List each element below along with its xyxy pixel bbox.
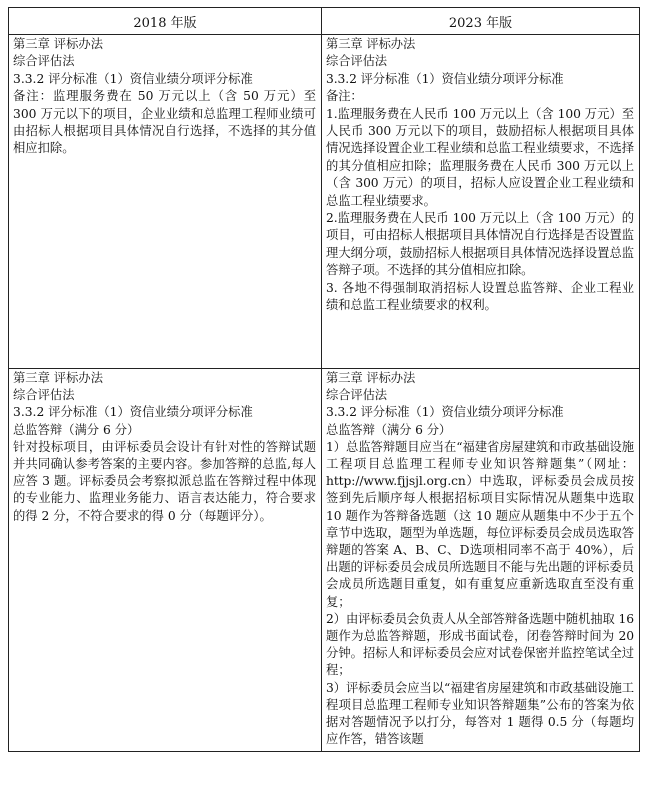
remark-item-1: 1.监理服务费在人民币 100 万元以上（含 100 万元）至人民币 300 万元以下的项目，鼓励招标人根据项目具体情况选择设置企业工程业绩和总监工程业绩要求，不选择的其分值相应扣除；监理服务费在人民币 300 万元以上（含 300 万元）的项目，招标人应设置企业工程业绩和总监工程业绩要求。 xyxy=(326,106,634,208)
defense-heading: 总监答辩（满分 6 分） xyxy=(13,422,140,437)
header-2023: 2023 年版 xyxy=(322,8,640,35)
remark-item-2: 2.监理服务费在人民币 100 万元以上（含 100 万元）的项目，可由招标人根据项目具体情况自行选择是否设置监理大纲分项，鼓励招标人根据项目具体情况选择设置总监答辩子项。不选择的其分值相应扣除。 xyxy=(326,211,634,278)
section-heading: 3.3.2 评分标准（1）资信业绩分项评分标准 xyxy=(13,405,253,420)
chapter-heading: 第三章 评标办法 xyxy=(326,37,416,51)
cell-2018-remarks xyxy=(9,35,322,369)
table-header-row xyxy=(9,8,640,35)
chapter-heading: 第三章 评标办法 xyxy=(326,371,416,385)
remark-item-3: 3. 各地不得强制取消招标人设置总监答辩、企业工程业绩和总监工程业绩要求的权利。 xyxy=(326,280,634,313)
defense-item-3: 3）评标委员会应当以“福建省房屋建筑和市政基础设施工程项目总监理工程师专业知识答辩题集”公布的答案为依据对答题情况予以打分，每答对 1 题得 0.5 分（每题均应作答，错答该题 xyxy=(326,680,634,747)
remark-label: 备注： xyxy=(326,89,363,104)
section-heading: 3.3.2 评分标准（1）资信业绩分项评分标准 xyxy=(326,405,564,420)
remark-paragraph: 备注：监理服务费在 50 万元以上（含 50 万元）至 300 万元以下的项目，企业业绩和总监理工程师业绩可由招标人根据项目具体情况自行选择，不选择的其分值相应扣除。 xyxy=(13,89,316,156)
section-heading: 3.3.2 评分标准（1）资信业绩分项评分标准 xyxy=(13,71,253,86)
header-2018: 2018 年版 xyxy=(9,8,322,35)
defense-paragraph: 针对投标项目，由评标委员会设计有针对性的答辩试题并共同确认参考答案的主要内容。参加答辩的总监,每人应答 3 题。评标委员会考察拟派总监在答辩过程中体现的专业能力、监理业务能力、语言表达能力，符合要求的得 2 分，不符合要求的得 0 分（每题评分）。 xyxy=(13,439,316,523)
defense-heading: 总监答辩（满分 6 分） xyxy=(326,422,452,437)
cell-2023-defense xyxy=(322,369,640,752)
section-heading: 3.3.2 评分标准（1）资信业绩分项评分标准 xyxy=(326,71,564,86)
comparison-table xyxy=(8,7,640,752)
table-row xyxy=(9,369,640,752)
defense-item-1: 1）总监答辩题目应当在“福建省房屋建筑和市政基础设施工程项目总监理工程师专业知识答辩题集”（网址：http://www.fjjsjl.org.cn）中选取，评标委员会成员按签到先后顺序每人根据招标项目实际情况从题集中选取 10 题作为答辩备选题（这 10 题应从题集中不少于五个章节中选取，题型为单选题，每位评标委员会成员选取答辩题的答案 A、B、C、D选项相同率不高于 40%），后出题的评标委员会成员所选题目不能与先出题的评标委员会成员所选题目重复，如有重复应重新选取直至没有重复； xyxy=(326,439,634,609)
method-heading: 综合评估法 xyxy=(13,54,75,69)
table-row xyxy=(9,35,640,369)
chapter-heading: 第三章 评标办法 xyxy=(13,371,103,385)
cell-2023-remarks xyxy=(322,35,640,369)
cell-2018-defense xyxy=(9,369,322,752)
method-heading: 综合评估法 xyxy=(13,388,75,403)
method-heading: 综合评估法 xyxy=(326,388,387,403)
chapter-heading: 第三章 评标办法 xyxy=(13,37,103,51)
comparison-document xyxy=(8,7,639,752)
defense-item-2: 2）由评标委员会负责人从全部答辩备选题中随机抽取 16 题作为总监答辩题，形成书面试卷，闭卷答辩时间为 20 分钟。招标人和评标委员会应对试卷保密并监控笔试全过程； xyxy=(326,611,634,678)
method-heading: 综合评估法 xyxy=(326,54,387,69)
